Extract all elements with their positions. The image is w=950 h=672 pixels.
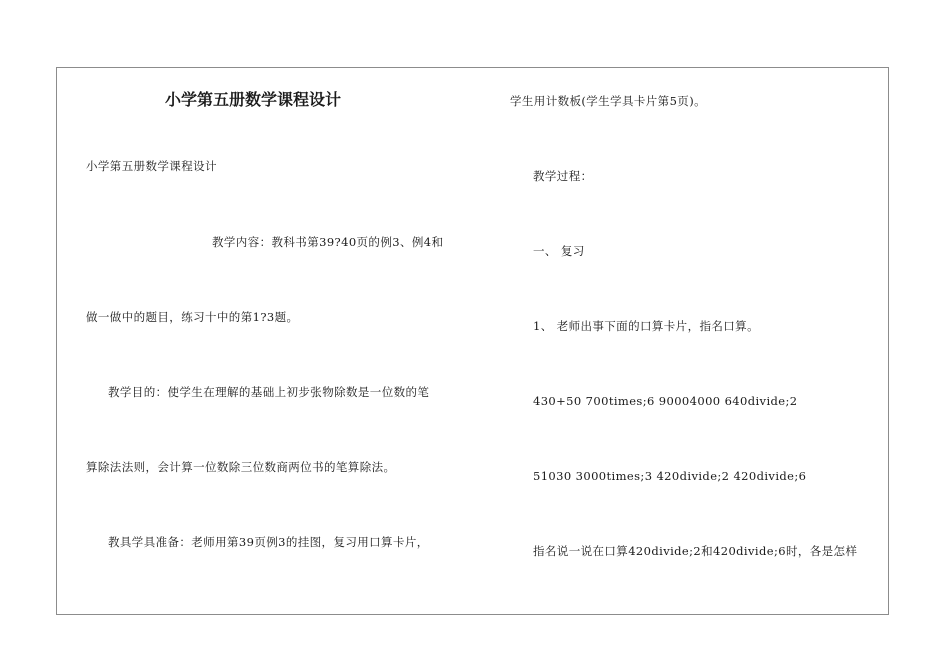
left-line-1: 小学第五册数学课程设计: [86, 159, 217, 173]
right-line-3: 一、 复习: [533, 244, 585, 258]
right-line-1: 学生用计数板(学生学具卡片第5页)。: [510, 94, 706, 108]
page-border: [56, 67, 889, 615]
left-line-6: 教具学具准备：老师用第39页例3的挂图，复习用口算卡片，: [108, 535, 429, 549]
right-line-4: 1、 老师出事下面的口算卡片，指名口算。: [533, 319, 759, 333]
left-line-2: 教学内容：教科书第39?40页的例3、例4和: [212, 235, 444, 249]
left-line-4: 教学目的：使学生在理解的基础上初步张物除数是一位数的笔: [108, 385, 430, 399]
right-line-5: 430+50 700times;6 90004000 640divide;2: [533, 394, 798, 408]
right-line-6: 51030 3000times;3 420divide;2 420divide;6: [533, 469, 807, 483]
right-line-7: 指名说一说在口算420divide;2和420divide;6时，各是怎样: [533, 544, 858, 558]
document-title: 小学第五册数学课程设计: [165, 90, 342, 109]
right-line-2: 教学过程：: [533, 169, 593, 183]
left-line-5: 算除法法则，会计算一位数除三位数商两位书的笔算除法。: [86, 460, 396, 474]
left-line-3: 做一做中的题目，练习十中的第1?3题。: [86, 310, 299, 324]
